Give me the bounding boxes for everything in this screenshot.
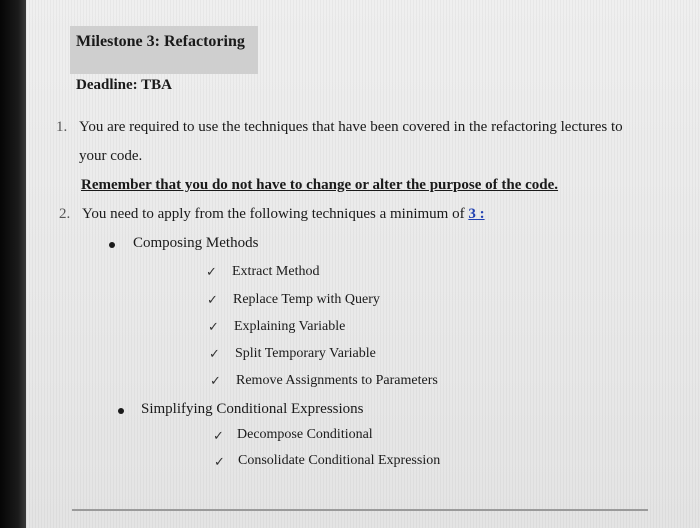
milestone-title: Milestone 3: Refactoring [76,33,245,50]
minimum-count: 3 : [468,206,485,222]
technique-extract-method: Extract Method [232,264,320,279]
group-simplifying-conditionals: Simplifying Conditional Expressions [141,401,364,417]
group-composing-methods: Composing Methods [133,235,259,251]
document-page [26,0,700,528]
checkmark-icon: ✓ [214,455,225,470]
item-1-text-line1: You are required to use the techniques that have been covered in the refactoring lectures to [79,119,623,135]
item-1-text-line2: your code. [79,148,143,164]
item-2-text [82,206,485,223]
checkmark-icon: ✓ [206,265,217,280]
technique-explaining-variable: Explaining Variable [234,319,346,334]
bullet-icon [118,408,124,414]
technique-remove-assignments: Remove Assignments to Parameters [236,373,438,388]
technique-consolidate-conditional: Consolidate Conditional Expression [238,453,441,468]
technique-decompose-conditional: Decompose Conditional [237,427,373,442]
technique-split-temporary: Split Temporary Variable [235,346,376,361]
item-1-number: 1. [56,119,68,135]
deadline-label: Deadline: TBA [76,77,172,93]
checkmark-icon: ✓ [209,347,220,362]
technique-replace-temp: Replace Temp with Query [233,292,380,307]
monitor-bezel [0,0,26,528]
remember-note: Remember that you do not have to change or alter the purpose of the code. [81,177,559,193]
bottom-divider [72,509,648,511]
bullet-icon [109,242,115,248]
checkmark-icon: ✓ [213,429,224,444]
checkmark-icon: ✓ [210,374,221,389]
item-2-sentence: You need to apply from the following techniques a minimum of [82,206,465,222]
item-2-number: 2. [59,206,71,222]
checkmark-icon: ✓ [208,320,219,335]
checkmark-icon: ✓ [207,293,218,308]
